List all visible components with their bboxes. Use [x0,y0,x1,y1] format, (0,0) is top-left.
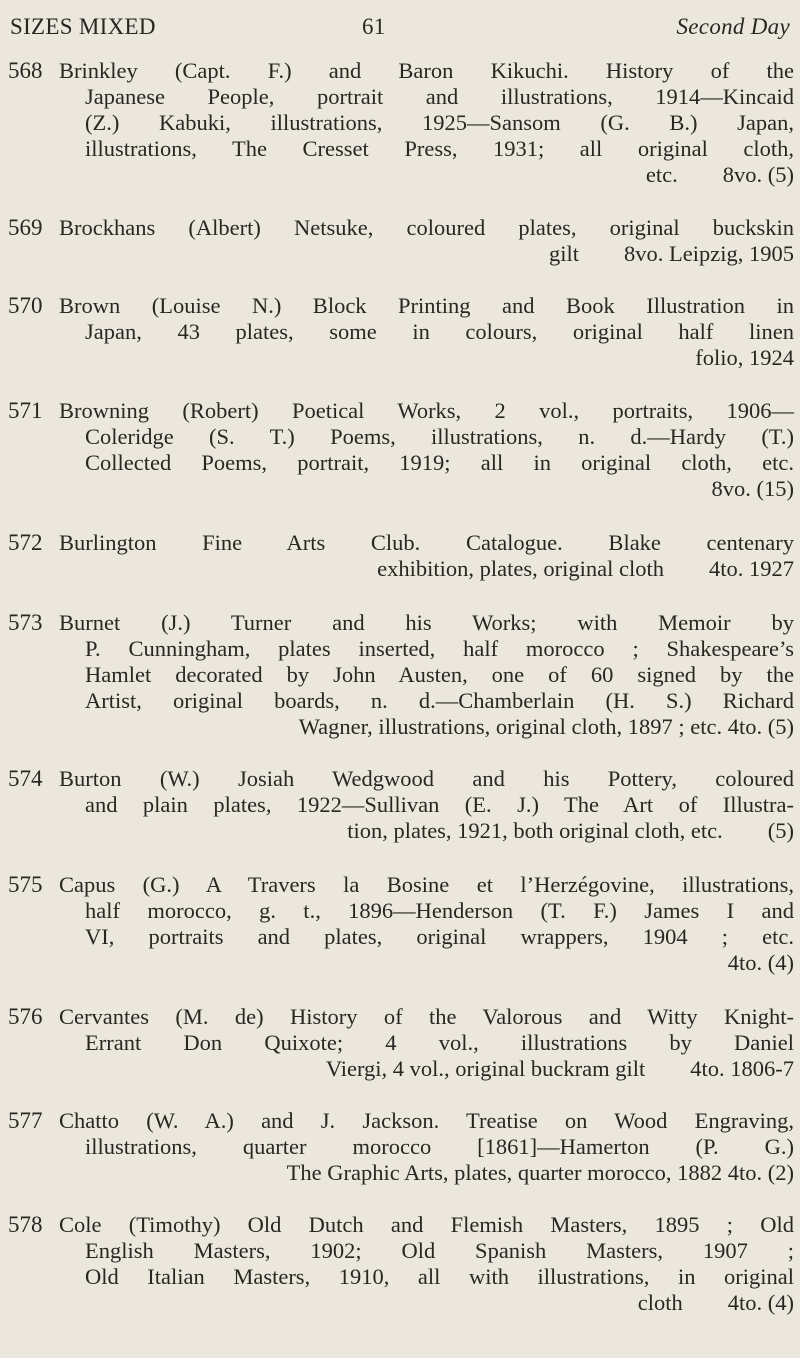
lot-line: Brockhans (Albert) Netsuke, coloured plates, original buckskin [59,215,794,240]
lot-number: 574 [8,766,43,791]
lot-number: 578 [8,1212,43,1237]
lot-line: The Graphic Arts, plates, quarter morocco, 1882 4to. (2) [286,1160,794,1185]
lot-line: Japanese People, portrait and illustrations, 1914—Kincaid [85,84,794,109]
lot-description [59,530,794,582]
lot-line: half morocco, g. t., 1896—Henderson (T. F.) James I and [85,898,794,923]
lot-line: Viergi, 4 vol., original buckram gilt 4to. 1806-7 [325,1056,794,1081]
lot-description [59,766,794,844]
lot-number: 569 [8,215,43,240]
lot-line: Cervantes (M. de) History of the Valorous and Witty Knight- [59,1004,794,1029]
lot-description [59,872,794,976]
lot-description [59,610,794,740]
lot-line: 4to. (4) [727,950,794,975]
lot-line: Brinkley (Capt. F.) and Baron Kikuchi. History of the [59,58,794,83]
lot-line: Capus (G.) A Travers la Bosine et l’Herzégovine, illustrations, [59,872,794,897]
header-page-number: 61 [362,14,386,39]
lot-description [59,1212,794,1316]
lot-line: tion, plates, 1921, both original cloth, etc. (5) [347,818,794,843]
lot-number: 576 [8,1004,43,1029]
lot-line: and plain plates, 1922—Sullivan (E. J.) The Art of Illustra- [85,792,794,817]
lot-line: Brown (Louise N.) Block Printing and Book Illustration in [59,293,794,318]
header-section-title: SIZES MIXED [10,14,156,39]
lot-line: Chatto (W. A.) and J. Jackson. Treatise on Wood Engraving, [59,1108,794,1133]
lot-line: illustrations, The Cresset Press, 1931; all original cloth, [85,136,794,161]
lot-line: cloth 4to. (4) [637,1290,794,1315]
lot-line: Coleridge (S. T.) Poems, illustrations, n. d.—Hardy (T.) [85,424,794,449]
lot-line: Burnet (J.) Turner and his Works; with Memoir by [59,610,794,635]
lot-number: 570 [8,293,43,318]
lot-line: etc. 8vo. (5) [645,162,794,187]
lot-line: VI, portraits and plates, original wrappers, 1904 ; etc. [85,924,794,949]
lot-description [59,398,794,502]
lot-description [59,1004,794,1082]
lot-description [59,215,794,267]
lot-line: Collected Poems, portrait, 1919; all in original cloth, etc. [85,450,794,475]
lot-description [59,58,794,188]
lot-number: 575 [8,872,43,897]
lot-number: 577 [8,1108,43,1133]
lot-line: Artist, original boards, n. d.—Chamberlain (H. S.) Richard [85,688,794,713]
lot-line: (Z.) Kabuki, illustrations, 1925—Sansom (G. B.) Japan, [85,110,794,135]
lot-number: 573 [8,610,43,635]
lot-number: 568 [8,58,43,83]
lot-line: folio, 1924 [695,345,794,370]
lot-line: Cole (Timothy) Old Dutch and Flemish Masters, 1895 ; Old [59,1212,794,1237]
lot-number: 571 [8,398,43,423]
lot-line: Hamlet decorated by John Austen, one of 60 signed by the [85,662,794,687]
lot-description [59,293,794,371]
lot-line: P. Cunningham, plates inserted, half morocco ; Shakespeare’s [85,636,794,661]
lot-line: Wagner, illustrations, original cloth, 1897 ; etc. 4to. (5) [298,714,794,739]
lot-line: Errant Don Quixote; 4 vol., illustrations by Daniel [85,1030,794,1055]
lot-line: 8vo. (15) [711,476,794,501]
lot-line: Old Italian Masters, 1910, all with illustrations, in original [85,1264,794,1289]
lot-number: 572 [8,530,43,555]
lot-line: exhibition, plates, original cloth 4to. 1927 [377,556,794,581]
lot-line: gilt 8vo. Leipzig, 1905 [549,241,794,266]
lot-line: English Masters, 1902; Old Spanish Masters, 1907 ; [85,1238,794,1263]
lot-line: Japan, 43 plates, some in colours, original half linen [85,319,794,344]
page-header [10,14,790,44]
lot-description [59,1108,794,1186]
lot-line: Burlington Fine Arts Club. Catalogue. Blake centenary [59,530,794,555]
lot-line: illustrations, quarter morocco [1861]—Hamerton (P. G.) [85,1134,794,1159]
header-sale-day: Second Day [676,14,790,39]
lot-line: Burton (W.) Josiah Wedgwood and his Pottery, coloured [59,766,794,791]
lot-line: Browning (Robert) Poetical Works, 2 vol., portraits, 1906— [59,398,794,423]
